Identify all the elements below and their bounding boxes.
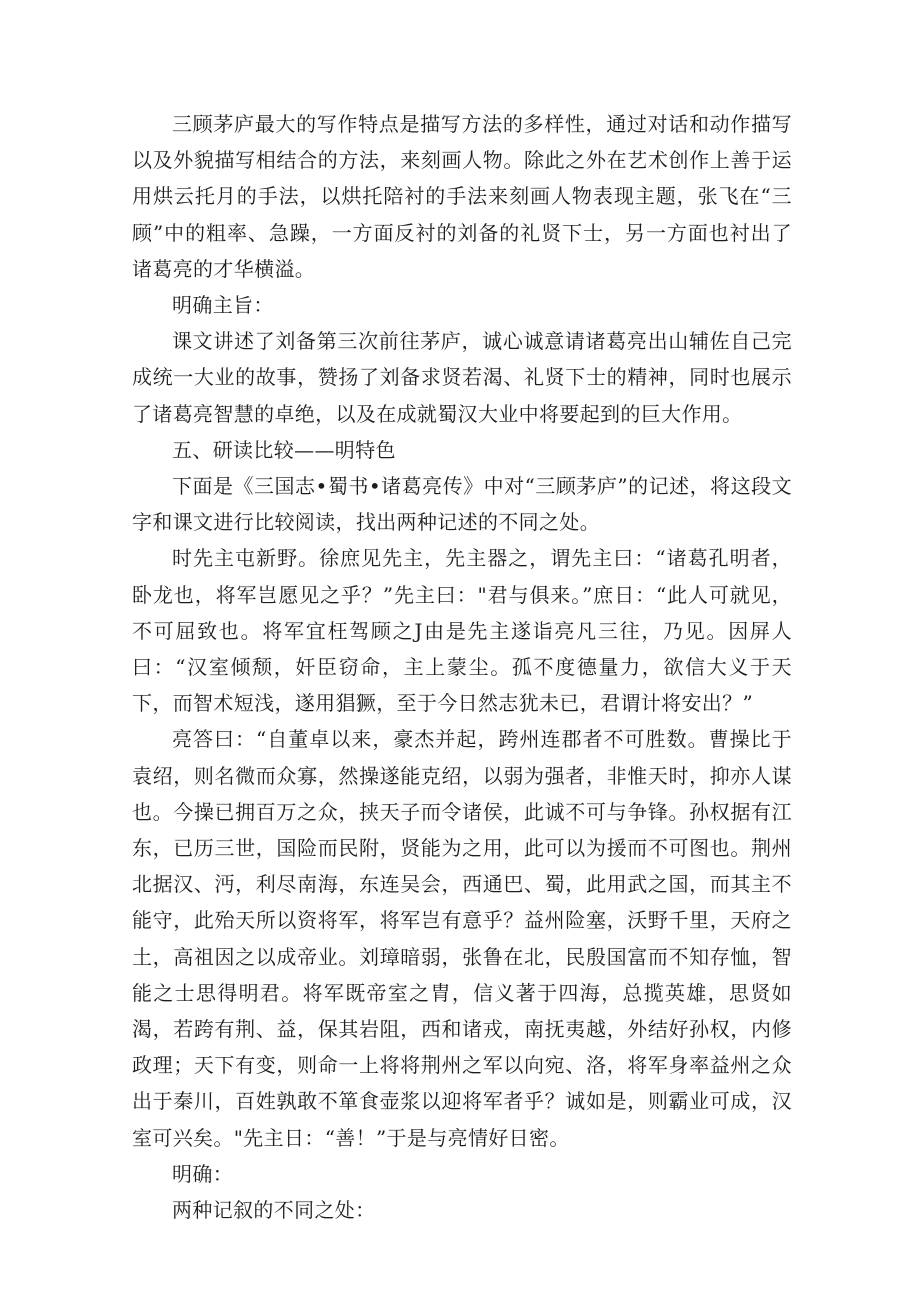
paragraph-theme: 课文讲述了刘备第三次前往茅庐，诚心诚意请诸葛亮出山辅佐自己完成统一大业的故事，赞扬了刘备求贤若渴、礼贤下士的精神，同时也展示了诸葛亮智慧的卓绝，以及在成就蜀汉大业中将要起到的巨大作用。 [132, 329, 792, 426]
paragraph-source-text-2: 亮答曰：“自董卓以来，豪杰并起，跨州连郡者不可胜数。曹操比于袁绍，则名微而众寡，然操遂能克绍，以弱为强者，非惟天时，抑亦人谋也。今操已拥百万之众，挟天子而令诸侯，此诚不可与争锋。孙权据有江东，已历三世，国险而民附，贤能为之用，此可以为援而不可图也。荆州北据汉、沔，利尽南海，东连吴会，西通巴、蜀，此用武之国，而其主不能守，此殆天所以资将军，将军岂有意乎？益州险塞，沃野千里，天府之土，高祖因之以成帝业。刘璋暗弱，张鲁在北，民殷国富而不知存恤，智能之士思得明君。将军既帝室之胄，信义著于四海，总揽英雄，思贤如渴，若跨有荆、益，保其岩阻，西和诸戎，南抚夷越，外结好孙权，内修政理；天下有变，则命一上将将荆州之军以向宛、洛，将军身率益州之众出于秦川，百姓孰敢不箪食壶浆以迎将军者乎？诚如是，则霸业可成，汉室可兴矣。"先主日：“善！”于是与亮情好日密。 [132, 727, 792, 1150]
paragraph-source-text-1: 时先主屯新野。徐庶见先主，先主器之，谓先主曰：“诸葛孔明者，卧龙也，将军岂愿见之乎？”先主曰："君与俱来。”庶日：“此人可就见，不可屈致也。将军宜枉驾顾之J由是先主遂诣亮凡三往，乃见。因屏人曰：“汉室倾颓，奸臣窃命，主上蒙尘。孤不度德量力，欲信大义于天下，而智术短浅，遂用猖獗，至于今日然志犹未已，君谓计将安出？” [132, 546, 792, 716]
document-body [132, 106, 792, 1228]
heading-clarify: 明确： [172, 1161, 234, 1186]
paragraph-comparison-intro: 下面是《三国志•蜀书•诸葛亮传》中对“三顾茅庐”的记述，将这段文字和课文进行比较阅读，找出两种记述的不同之处。 [132, 474, 792, 535]
paragraph-differences: 两种记叙的不同之处： [172, 1198, 376, 1223]
paragraph-writing-features: 三顾茅庐最大的写作特点是描写方法的多样性，通过对话和动作描写以及外貌描写相结合的方法，来刻画人物。除此之外在艺术创作上善于运用烘云托月的手法，以烘托陪衬的手法来刻画人物表现主题，张飞在“三顾”中的粗率、急躁，一方面反衬的刘备的礼贤下士，另一方面也衬出了诸葛亮的才华横溢。 [132, 112, 792, 281]
heading-theme: 明确主旨： [172, 293, 274, 318]
section-heading-comparison: 五、研读比较——明特色 [172, 437, 396, 462]
